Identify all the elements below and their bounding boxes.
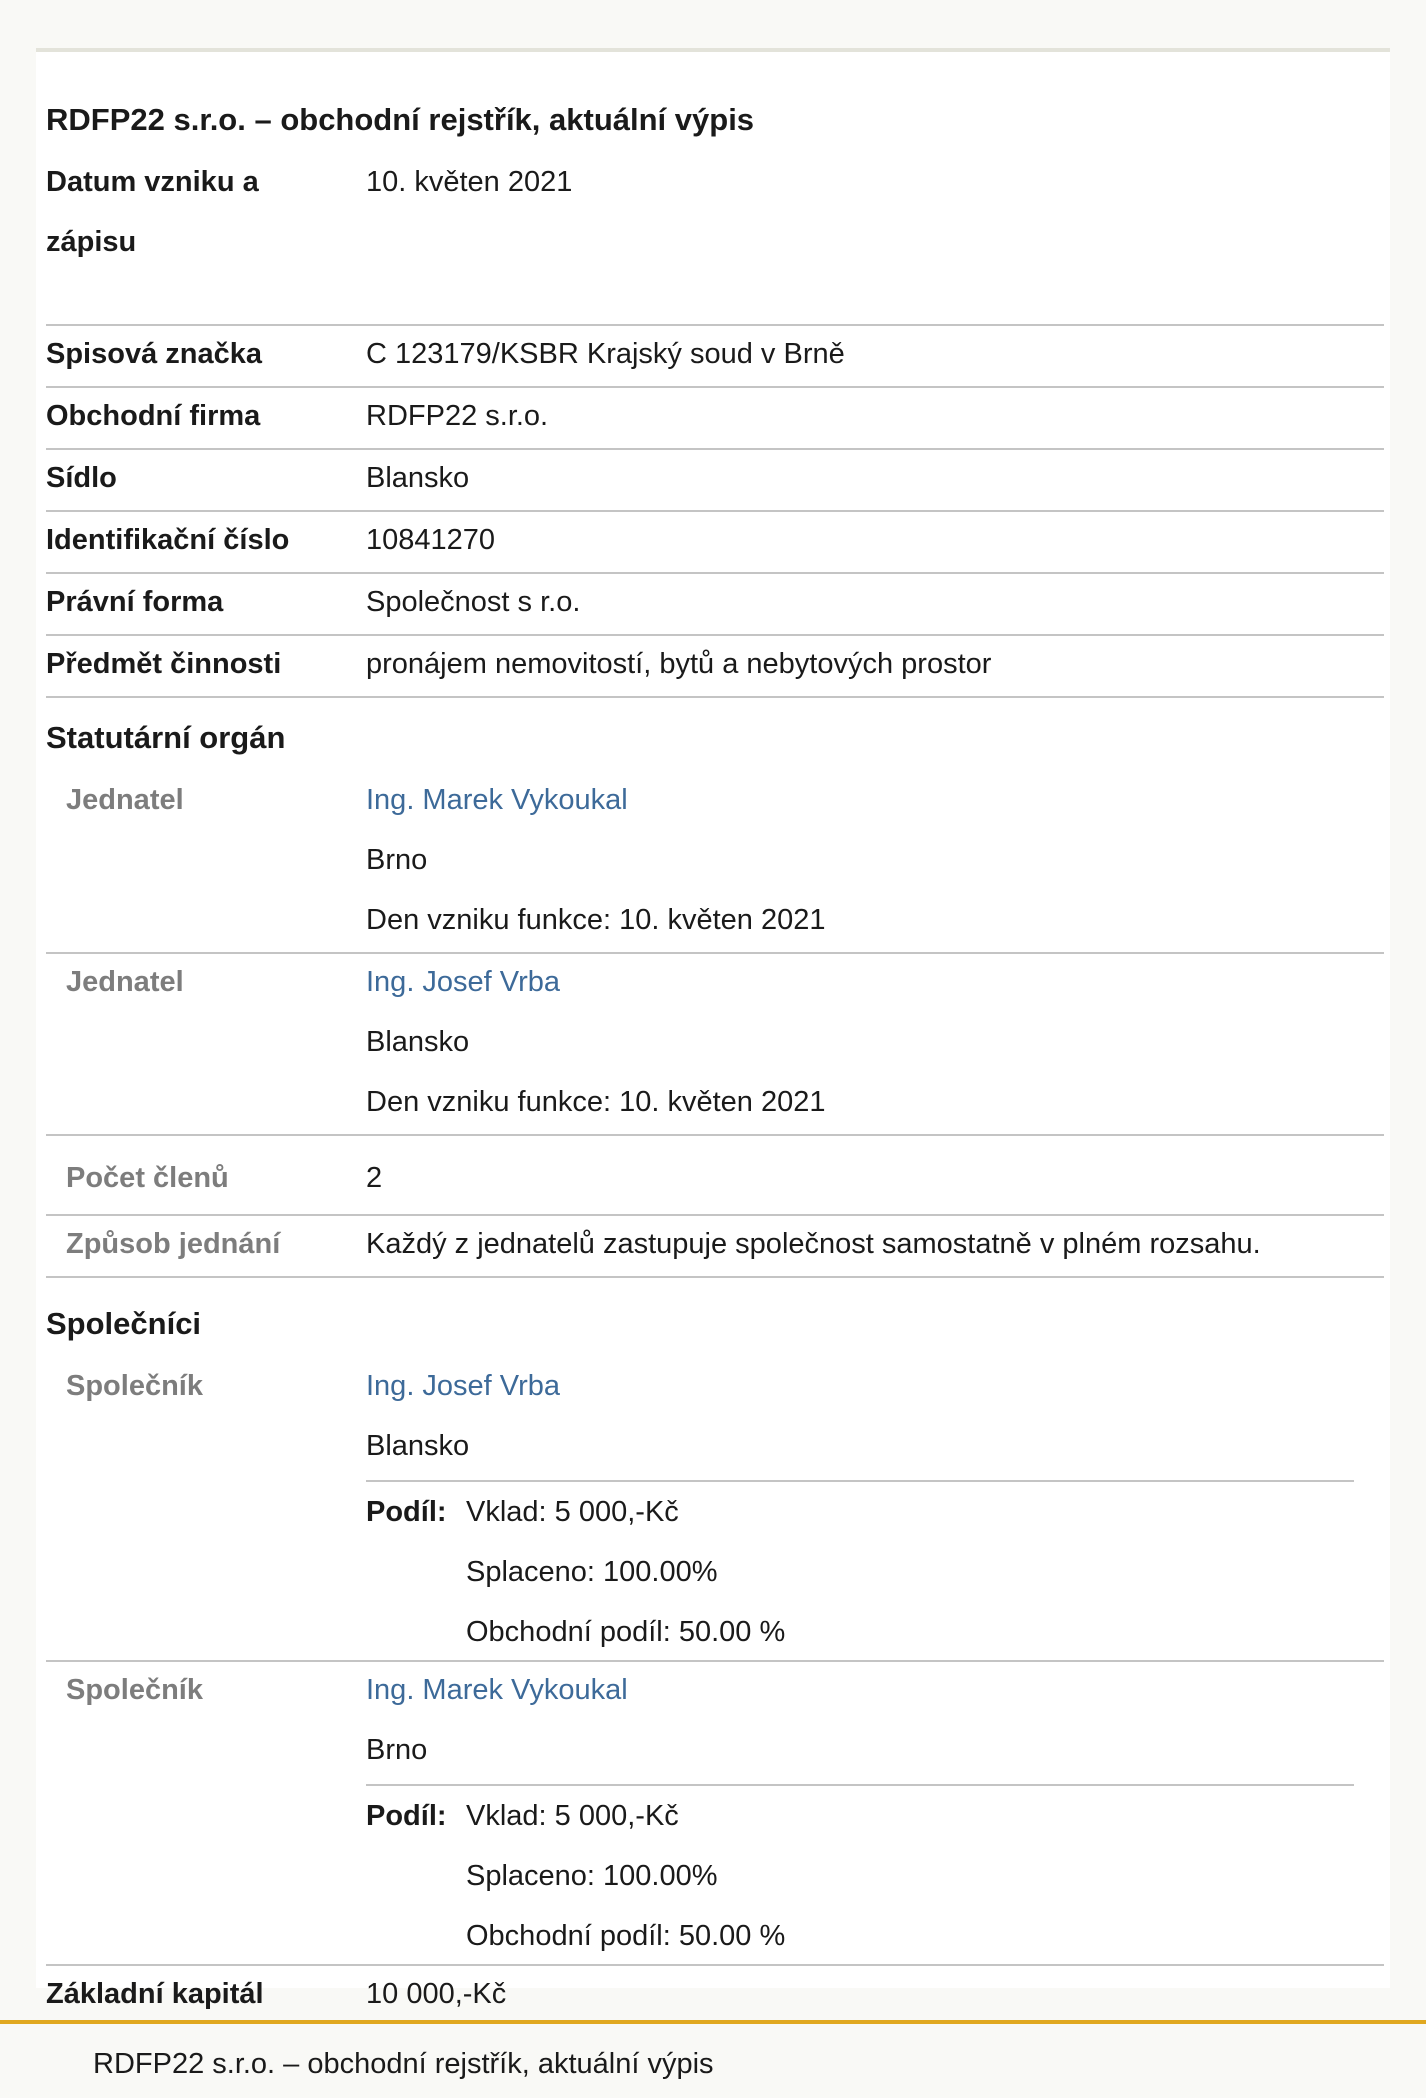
statutory-member-row [46,770,1384,954]
partner-details [366,1660,628,1780]
member-details [366,770,825,950]
share-paid: Splaceno: 100.00% [466,1860,718,1892]
row-label: Předmět činnosti [46,648,282,680]
row-label: Právní forma [46,586,224,618]
row-value: C 123179/KSBR Krajský soud v Brně [366,338,845,370]
row-label: Obchodní firma [46,400,261,432]
section-heading-partners: Společníci [46,1306,202,1341]
row-label: Počet členů [66,1162,229,1194]
partner-city: Brno [366,1734,428,1766]
partner-details [366,1356,560,1476]
section-heading-statutory: Statutární orgán [46,720,286,755]
row-member-count [46,1142,1384,1216]
statutory-member-row [46,952,1384,1136]
partner-row [46,1356,1384,1662]
row-value: Společnost s r.o. [366,586,581,618]
member-details [366,952,825,1132]
share-label: Podíl: [366,1800,447,1832]
row-share-capital [46,1964,1384,2028]
register-extract-panel [36,48,1390,2010]
row-established [46,152,1384,326]
partner-share-box [366,1784,1354,1966]
partner-share-box [366,1480,1354,1662]
row-label: Datum vzniku a zápisu [46,166,259,258]
partner-row [46,1660,1384,1966]
share-percentage: Obchodní podíl: 50.00 % [466,1616,786,1648]
row-file-number [46,324,1384,388]
share-paid: Splaceno: 100.00% [466,1556,718,1588]
member-city: Blansko [366,1026,470,1058]
member-role: Jednatel [66,784,184,816]
row-value: 2 [366,1162,383,1194]
row-value: 10841270 [366,524,496,556]
row-legal-form [46,572,1384,636]
row-value: 10. květen 2021 [366,166,573,198]
share-deposit: Vklad: 5 000,-Kč [466,1496,679,1528]
row-label: Základní kapitál [46,1978,264,2010]
row-value: pronájem nemovitostí, bytů a nebytových prostor [366,648,992,680]
partner-city: Blansko [366,1430,470,1462]
member-name-link[interactable]: Ing. Marek Vykoukal [366,784,628,816]
page-footer [0,2020,1426,2098]
row-label: Identifikační číslo [46,524,290,556]
page-title: RDFP22 s.r.o. – obchodní rejstřík, aktuální výpis [46,102,755,137]
row-label: Sídlo [46,462,117,494]
row-company-name [46,386,1384,450]
share-percentage: Obchodní podíl: 50.00 % [466,1920,786,1952]
member-since: Den vzniku funkce: 10. květen 2021 [366,1086,826,1118]
member-role: Jednatel [66,966,184,998]
row-id-number [46,510,1384,574]
row-value: Každý z jednatelů zastupuje společnost samostatně v plném rozsahu. [366,1228,1261,1260]
row-label: Způsob jednání [66,1228,281,1260]
member-name-link[interactable]: Ing. Josef Vrba [366,966,560,998]
partner-name-link[interactable]: Ing. Marek Vykoukal [366,1674,628,1706]
row-business-activity [46,634,1384,698]
partner-role: Společník [66,1370,203,1402]
partner-name-link[interactable]: Ing. Josef Vrba [366,1370,560,1402]
partner-role: Společník [66,1674,203,1706]
footer-title: RDFP22 s.r.o. – obchodní rejstřík, aktuální výpis [93,2048,714,2080]
row-acting-manner [46,1214,1384,1278]
share-details [466,1786,785,1966]
row-value: 10 000,-Kč [366,1978,507,2010]
share-deposit: Vklad: 5 000,-Kč [466,1800,679,1832]
share-label: Podíl: [366,1496,447,1528]
row-seat [46,448,1384,512]
member-city: Brno [366,844,428,876]
share-details [466,1482,785,1662]
row-value: Blansko [366,462,470,494]
row-label: Spisová značka [46,338,262,370]
row-value: RDFP22 s.r.o. [366,400,549,432]
member-since: Den vzniku funkce: 10. květen 2021 [366,904,826,936]
